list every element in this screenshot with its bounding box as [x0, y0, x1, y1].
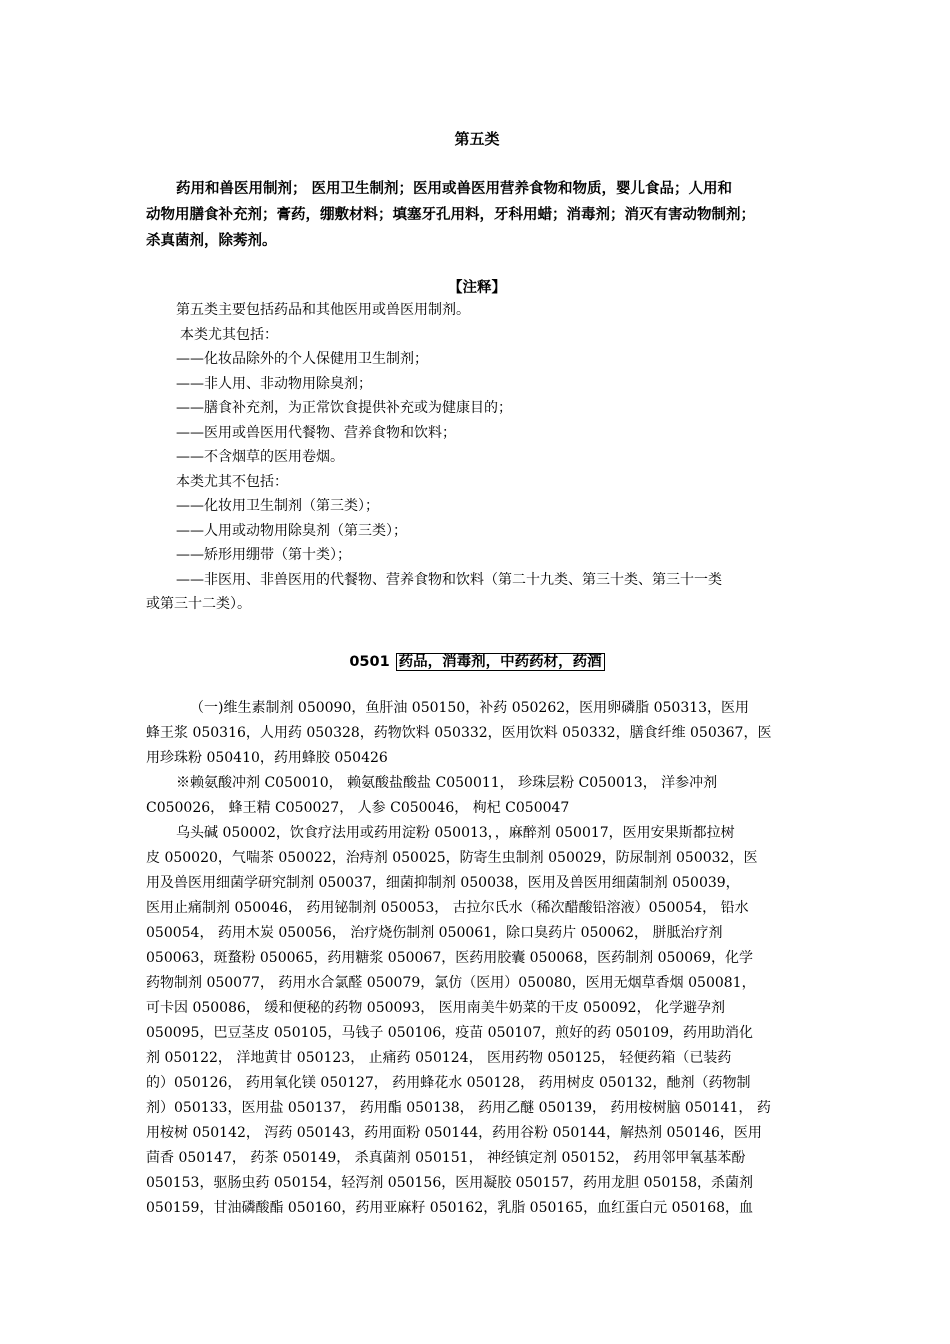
- body-line: 乌头碱 050002，饮食疗法用或药用淀粉 050013，，麻醉剂 050017，医用安果斯都拉树: [176, 825, 735, 841]
- heading-line: 药用和兽医用制剂； 医用卫生制剂；医用或兽医用营养食物和物质，婴儿食品；人用和: [176, 181, 733, 197]
- class-title: 第五类: [454, 130, 500, 148]
- body-line: 可卡因 050086， 缓和便秘的药物 050093， 医用南美牛奶菜的干皮 050092， 化学避孕剂: [146, 1000, 726, 1016]
- note-line: ——膳食补充剂，为正常饮食提供补充或为健康目的；: [176, 400, 512, 416]
- body-line: 医用止痛制剂 050046， 药用铋制剂 050053， 古拉尔氏水（稀次醋酸铅溶液）050054， 铅水: [146, 900, 749, 916]
- section-code: 0501: [349, 654, 390, 670]
- note-line: ——矫形用绷带（第十类）；: [176, 547, 351, 563]
- note-line: 第五类主要包括药品和其他医用或兽医用制剂。: [176, 302, 470, 318]
- body-line: 用及兽医用细菌学研究制剂 050037，细菌抑制剂 050038，医用及兽医用细菌制剂 050039，: [146, 875, 740, 891]
- note-line: ——化妆用卫生制剂（第三类）；: [176, 498, 379, 514]
- note-line: 本类尤其包括：: [180, 326, 278, 343]
- body-line: 的）050126， 药用氧化镁 050127， 药用蜂花水 050128， 药用树皮 050132，酏剂（药物制: [146, 1075, 751, 1091]
- notes-block: [146, 298, 808, 617]
- body-line: 用珍珠粉 050410，药用蜂胶 050426: [146, 750, 388, 766]
- note-title: 【注释】: [448, 280, 506, 296]
- body-line: C050026， 蜂王精 C050027， 人参 C050046， 枸杞 C050047: [146, 800, 570, 816]
- heading-line: 杀真菌剂，除莠剂。: [146, 233, 277, 249]
- body-line: 药物制剂 050077， 药用水合氯醛 050079，氯仿（医用）050080，医用无烟草香烟 050081，: [146, 975, 756, 991]
- body-line: ※赖氨酸冲剂 C050010， 赖氨酸盐酸盐 C050011， 珍珠层粉 C050013， 洋参冲剂: [176, 775, 718, 791]
- note-line: ——人用或动物用除臭剂（第三类）；: [176, 522, 407, 539]
- section-heading: [146, 650, 808, 671]
- note-line: ——非医用、非兽医用的代餐物、营养食物和饮料（第二十九类、第三十类、第三十一类: [176, 571, 722, 588]
- body-line: 剂）050133，医用盐 050137， 药用酯 050138， 药用乙醚 050139， 药用桉树脑 050141， 药: [146, 1100, 771, 1116]
- section-name: 药品，消毒剂，中药药材，药酒: [396, 653, 605, 671]
- body-line: 用桉树 050142， 泻药 050143，药用面粉 050144，药用谷粉 050144，解热剂 050146，医用: [146, 1125, 762, 1141]
- note-line: ——不含烟草的医用卷烟。: [176, 449, 344, 465]
- note-line: ——化妆品除外的个人保健用卫生制剂；: [176, 351, 428, 367]
- body-line: 蜂王浆 050316，人用药 050328，药物饮料 050332，医用饮料 050332，膳食纤维 050367，医: [146, 725, 772, 741]
- body-line: （一)维生素制剂 050090，鱼肝油 050150，补药 050262，医用卵磷脂 050313，医用: [190, 700, 750, 716]
- note-line: 或第三十二类）。: [146, 596, 251, 612]
- body-line: 050054， 药用木炭 050056， 治疗烧伤制剂 050061，除口臭药片 050062， 胼胝治疗剂: [146, 925, 723, 941]
- note-line: 本类尤其不包括：: [176, 473, 288, 490]
- section-body: [146, 696, 808, 1221]
- body-line: 皮 050020，气喘茶 050022，治痔剂 050025，防寄生虫制剂 050029，防尿制剂 050032，医: [146, 850, 758, 866]
- note-line: ——非人用、非动物用除臭剂；: [176, 375, 372, 392]
- body-line: 050153，驱肠虫药 050154，轻泻剂 050156，医用凝胶 050157，药用龙胆 050158，杀菌剂: [146, 1175, 754, 1191]
- body-line: 050095，巴豆茎皮 050105，马钱子 050106，疫苗 050107，煎好的药 050109，药用助消化: [146, 1025, 754, 1041]
- note-line: ——医用或兽医用代餐物、营养食物和饮料；: [176, 424, 456, 441]
- class-heading-paragraph: [146, 176, 808, 254]
- heading-line: 动物用膳食补充剂；膏药，绷敷材料；填塞牙孔用料，牙科用蜡；消毒剂；消灭有害动物制剂；: [146, 207, 755, 223]
- body-line: 050063，斑蝥粉 050065，药用糖浆 050067，医药用胶囊 050068，医药制剂 050069，化学: [146, 950, 754, 966]
- body-line: 剂 050122， 洋地黄甘 050123， 止痛药 050124， 医用药物 050125， 轻便药箱（已装药: [146, 1050, 732, 1066]
- body-line: 茴香 050147， 药茶 050149， 杀真菌剂 050151， 神经镇定剂 050152， 药用邻甲氧基苯酚: [146, 1150, 746, 1166]
- body-line: 050159，甘油磷酸酯 050160，药用亚麻籽 050162，乳脂 050165，血红蛋白元 050168，血: [146, 1200, 754, 1216]
